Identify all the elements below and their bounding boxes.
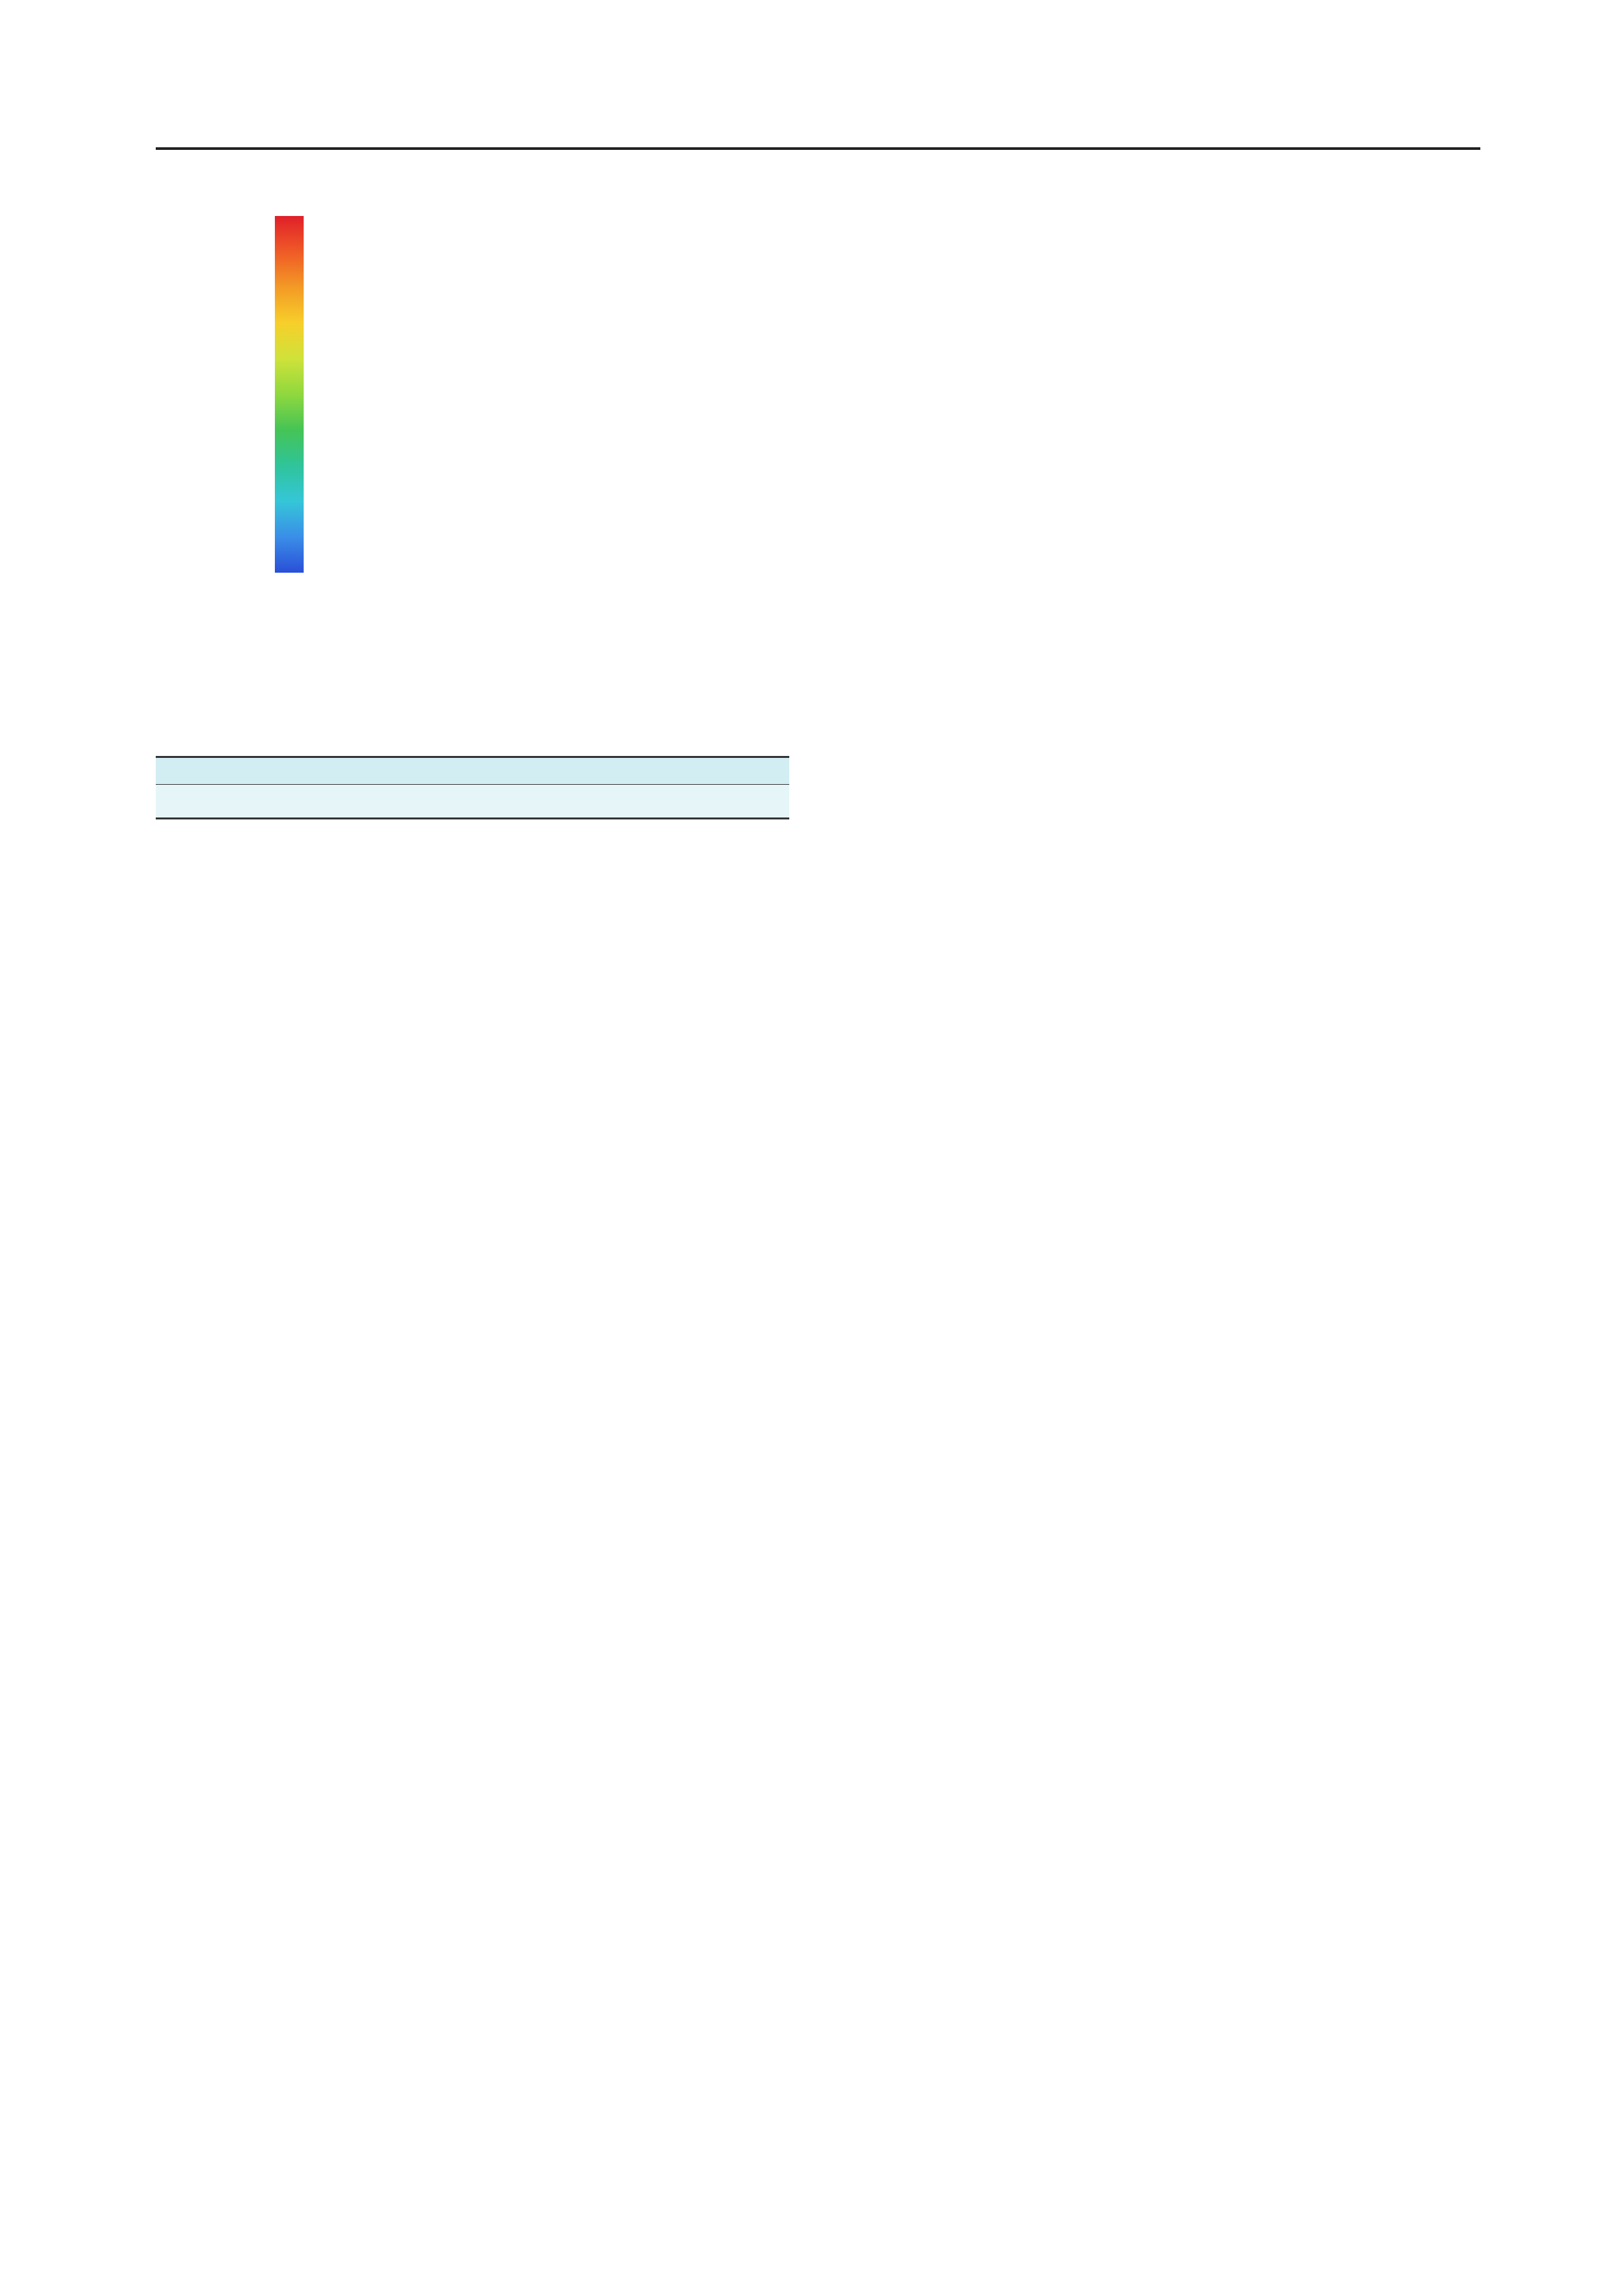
table1-header [156, 757, 327, 785]
table1-header [327, 757, 558, 785]
table1-cell [327, 785, 558, 819]
table1-cell [558, 785, 789, 819]
table1-cell [156, 785, 327, 819]
fig5-sections [484, 196, 1400, 589]
table1-header [558, 757, 789, 785]
header-rule [156, 147, 1480, 150]
table1 [156, 756, 789, 819]
fig5-colorbar-labels [322, 213, 387, 577]
fig5-colorbar [275, 216, 304, 573]
